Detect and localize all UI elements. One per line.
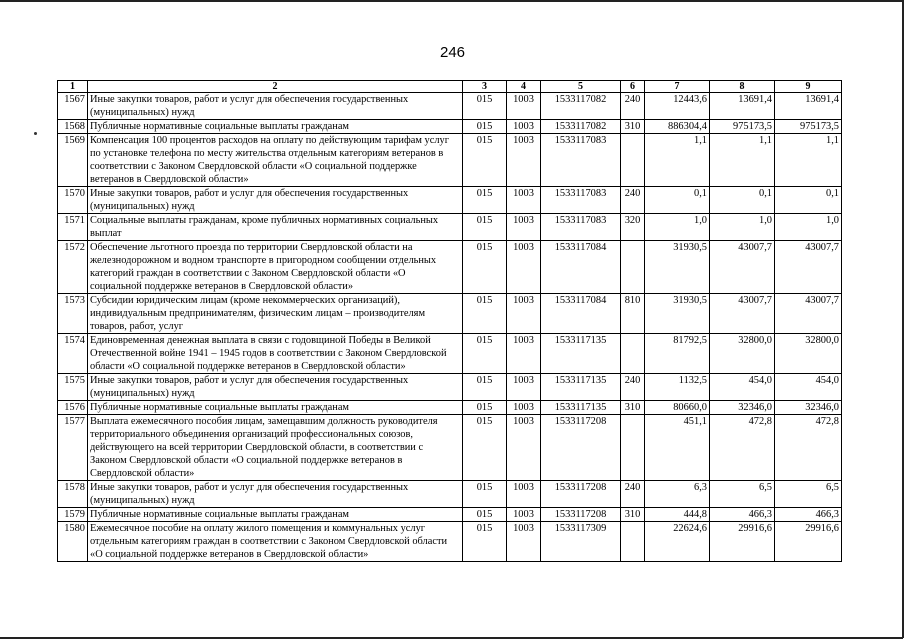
amount-col9-cell: 13691,4: [775, 93, 842, 120]
target-article-cell: 1533117084: [541, 294, 621, 334]
row-number-cell: 1567: [58, 93, 88, 120]
row-name-cell: Ежемесячное пособие на оплату жилого помещения и коммунальных услуг отдельным категориям граждан в соответствии с Законом Свердловской области «О социальной поддержке ветеранов в Свердловской области»: [88, 522, 463, 562]
table-row: [58, 401, 842, 415]
table-row: [58, 120, 842, 134]
amount-col9-cell: 466,3: [775, 508, 842, 522]
section-code-cell: 1003: [507, 187, 541, 214]
row-number-cell: 1579: [58, 508, 88, 522]
target-article-cell: 1533117208: [541, 481, 621, 508]
amount-col9-cell: 32346,0: [775, 401, 842, 415]
column-header: 1: [58, 81, 88, 93]
target-article-cell: 1533117083: [541, 134, 621, 187]
page-border-bottom: [0, 637, 903, 639]
section-code-cell: 1003: [507, 241, 541, 294]
row-number-cell: 1570: [58, 187, 88, 214]
amount-col9-cell: 0,1: [775, 187, 842, 214]
table-row: [58, 241, 842, 294]
ministry-code-cell: 015: [463, 134, 507, 187]
amount-col7-cell: 31930,5: [645, 241, 710, 294]
amount-col7-cell: 451,1: [645, 415, 710, 481]
amount-col8-cell: 0,1: [710, 187, 775, 214]
table-row: [58, 522, 842, 562]
amount-col7-cell: 444,8: [645, 508, 710, 522]
amount-col9-cell: 43007,7: [775, 294, 842, 334]
ministry-code-cell: 015: [463, 334, 507, 374]
target-article-cell: 1533117083: [541, 214, 621, 241]
row-name-cell: Выплата ежемесячного пособия лицам, замещавшим должность руководителя территориального объединения организаций профессиональных союзов, действующего на всей территории Свердловской области, в соответствии с Законом Свердловской области «О социальной поддержке ветеранов в Свердловской области»: [88, 415, 463, 481]
amount-col8-cell: 29916,6: [710, 522, 775, 562]
budget-table: [57, 80, 842, 562]
section-code-cell: 1003: [507, 522, 541, 562]
amount-col8-cell: 32346,0: [710, 401, 775, 415]
ministry-code-cell: 015: [463, 214, 507, 241]
ministry-code-cell: 015: [463, 401, 507, 415]
row-name-cell: Публичные нормативные социальные выплаты гражданам: [88, 120, 463, 134]
column-header: 3: [463, 81, 507, 93]
page-border-top: [0, 0, 903, 2]
expense-type-cell: 310: [621, 401, 645, 415]
row-number-cell: 1575: [58, 374, 88, 401]
expense-type-cell: [621, 334, 645, 374]
row-name-cell: Социальные выплаты гражданам, кроме публичных нормативных социальных выплат: [88, 214, 463, 241]
section-code-cell: 1003: [507, 508, 541, 522]
amount-col9-cell: 975173,5: [775, 120, 842, 134]
row-number-cell: 1572: [58, 241, 88, 294]
ministry-code-cell: 015: [463, 241, 507, 294]
table-row: [58, 508, 842, 522]
expense-type-cell: 240: [621, 481, 645, 508]
ministry-code-cell: 015: [463, 481, 507, 508]
row-name-cell: Субсидии юридическим лицам (кроме некоммерческих организаций), индивидуальным предпринимателям, физическим лицам – производителям товаров, работ, услуг: [88, 294, 463, 334]
expense-type-cell: 310: [621, 508, 645, 522]
expense-type-cell: [621, 134, 645, 187]
amount-col7-cell: 886304,4: [645, 120, 710, 134]
ministry-code-cell: 015: [463, 415, 507, 481]
row-name-cell: Иные закупки товаров, работ и услуг для обеспечения государственных (муниципальных) нужд: [88, 374, 463, 401]
amount-col8-cell: 6,5: [710, 481, 775, 508]
expense-type-cell: 320: [621, 214, 645, 241]
row-number-cell: 1580: [58, 522, 88, 562]
amount-col8-cell: 32800,0: [710, 334, 775, 374]
row-number-cell: 1574: [58, 334, 88, 374]
target-article-cell: 1533117083: [541, 187, 621, 214]
amount-col9-cell: 6,5: [775, 481, 842, 508]
amount-col7-cell: 1,1: [645, 134, 710, 187]
section-code-cell: 1003: [507, 374, 541, 401]
column-header: 8: [710, 81, 775, 93]
table-row: [58, 481, 842, 508]
amount-col7-cell: 1132,5: [645, 374, 710, 401]
row-number-cell: 1568: [58, 120, 88, 134]
table-row: [58, 214, 842, 241]
section-code-cell: 1003: [507, 415, 541, 481]
row-name-cell: Обеспечение льготного проезда по территории Свердловской области на железнодорожном и водном транспорте в пригородном сообщении отдельных категорий граждан в соответствии с Законом Свердловской области «О социальной поддержке ветеранов в Свердловской области»: [88, 241, 463, 294]
target-article-cell: 1533117135: [541, 334, 621, 374]
column-header: 7: [645, 81, 710, 93]
amount-col8-cell: 1,0: [710, 214, 775, 241]
ministry-code-cell: 015: [463, 374, 507, 401]
section-code-cell: 1003: [507, 120, 541, 134]
row-number-cell: 1577: [58, 415, 88, 481]
target-article-cell: 1533117208: [541, 415, 621, 481]
expense-type-cell: [621, 241, 645, 294]
section-code-cell: 1003: [507, 481, 541, 508]
amount-col9-cell: 454,0: [775, 374, 842, 401]
amount-col8-cell: 975173,5: [710, 120, 775, 134]
amount-col9-cell: 1,0: [775, 214, 842, 241]
amount-col8-cell: 13691,4: [710, 93, 775, 120]
column-header: 6: [621, 81, 645, 93]
row-name-cell: Компенсация 100 процентов расходов на оплату по действующим тарифам услуг по установке телефона по месту жительства отдельным категориям ветеранов в соответствии с Законом Свердловской области «О социальной поддержке ветеранов в Свердловской области»: [88, 134, 463, 187]
amount-col9-cell: 43007,7: [775, 241, 842, 294]
column-header: 9: [775, 81, 842, 93]
row-name-cell: Иные закупки товаров, работ и услуг для обеспечения государственных (муниципальных) нужд: [88, 93, 463, 120]
amount-col7-cell: 81792,5: [645, 334, 710, 374]
column-header: 2: [88, 81, 463, 93]
row-name-cell: Публичные нормативные социальные выплаты гражданам: [88, 508, 463, 522]
target-article-cell: 1533117082: [541, 120, 621, 134]
row-name-cell: Иные закупки товаров, работ и услуг для обеспечения государственных (муниципальных) нужд: [88, 187, 463, 214]
target-article-cell: 1533117208: [541, 508, 621, 522]
expense-type-cell: 240: [621, 187, 645, 214]
section-code-cell: 1003: [507, 134, 541, 187]
row-number-cell: 1571: [58, 214, 88, 241]
amount-col8-cell: 1,1: [710, 134, 775, 187]
column-header: 4: [507, 81, 541, 93]
row-number-cell: 1569: [58, 134, 88, 187]
amount-col9-cell: 29916,6: [775, 522, 842, 562]
column-header: 5: [541, 81, 621, 93]
section-code-cell: 1003: [507, 334, 541, 374]
expense-type-cell: [621, 415, 645, 481]
section-code-cell: 1003: [507, 93, 541, 120]
header-row: [58, 81, 842, 93]
table-row: [58, 294, 842, 334]
target-article-cell: 1533117135: [541, 374, 621, 401]
table-row: [58, 187, 842, 214]
ministry-code-cell: 015: [463, 294, 507, 334]
expense-type-cell: 310: [621, 120, 645, 134]
target-article-cell: 1533117084: [541, 241, 621, 294]
amount-col7-cell: 80660,0: [645, 401, 710, 415]
amount-col8-cell: 43007,7: [710, 241, 775, 294]
amount-col7-cell: 31930,5: [645, 294, 710, 334]
row-name-cell: Публичные нормативные социальные выплаты гражданам: [88, 401, 463, 415]
target-article-cell: 1533117082: [541, 93, 621, 120]
amount-col9-cell: 32800,0: [775, 334, 842, 374]
amount-col8-cell: 472,8: [710, 415, 775, 481]
table-body: [58, 93, 842, 562]
amount-col7-cell: 1,0: [645, 214, 710, 241]
page-number: 246: [439, 44, 466, 61]
row-number-cell: 1576: [58, 401, 88, 415]
row-name-cell: Иные закупки товаров, работ и услуг для обеспечения государственных (муниципальных) нужд: [88, 481, 463, 508]
amount-col7-cell: 0,1: [645, 187, 710, 214]
section-code-cell: 1003: [507, 214, 541, 241]
expense-type-cell: 240: [621, 93, 645, 120]
amount-col9-cell: 1,1: [775, 134, 842, 187]
table-row: [58, 415, 842, 481]
amount-col8-cell: 466,3: [710, 508, 775, 522]
ministry-code-cell: 015: [463, 508, 507, 522]
table-row: [58, 93, 842, 120]
ministry-code-cell: 015: [463, 120, 507, 134]
ministry-code-cell: 015: [463, 522, 507, 562]
row-number-cell: 1573: [58, 294, 88, 334]
table-row: [58, 374, 842, 401]
expense-type-cell: [621, 522, 645, 562]
table-row: [58, 134, 842, 187]
target-article-cell: 1533117309: [541, 522, 621, 562]
expense-type-cell: 810: [621, 294, 645, 334]
amount-col7-cell: 6,3: [645, 481, 710, 508]
margin-dot: [34, 132, 37, 135]
section-code-cell: 1003: [507, 294, 541, 334]
amount-col9-cell: 472,8: [775, 415, 842, 481]
amount-col8-cell: 43007,7: [710, 294, 775, 334]
amount-col7-cell: 22624,6: [645, 522, 710, 562]
amount-col7-cell: 12443,6: [645, 93, 710, 120]
row-number-cell: 1578: [58, 481, 88, 508]
ministry-code-cell: 015: [463, 187, 507, 214]
amount-col8-cell: 454,0: [710, 374, 775, 401]
section-code-cell: 1003: [507, 401, 541, 415]
table-row: [58, 334, 842, 374]
page-border-right: [902, 0, 904, 638]
expense-type-cell: 240: [621, 374, 645, 401]
row-name-cell: Единовременная денежная выплата в связи с годовщиной Победы в Великой Отечественной войне 1941 – 1945 годов в соответствии с Законом Свердловской области «О социальной поддержке ветеранов в Свердловской области»: [88, 334, 463, 374]
target-article-cell: 1533117135: [541, 401, 621, 415]
ministry-code-cell: 015: [463, 93, 507, 120]
